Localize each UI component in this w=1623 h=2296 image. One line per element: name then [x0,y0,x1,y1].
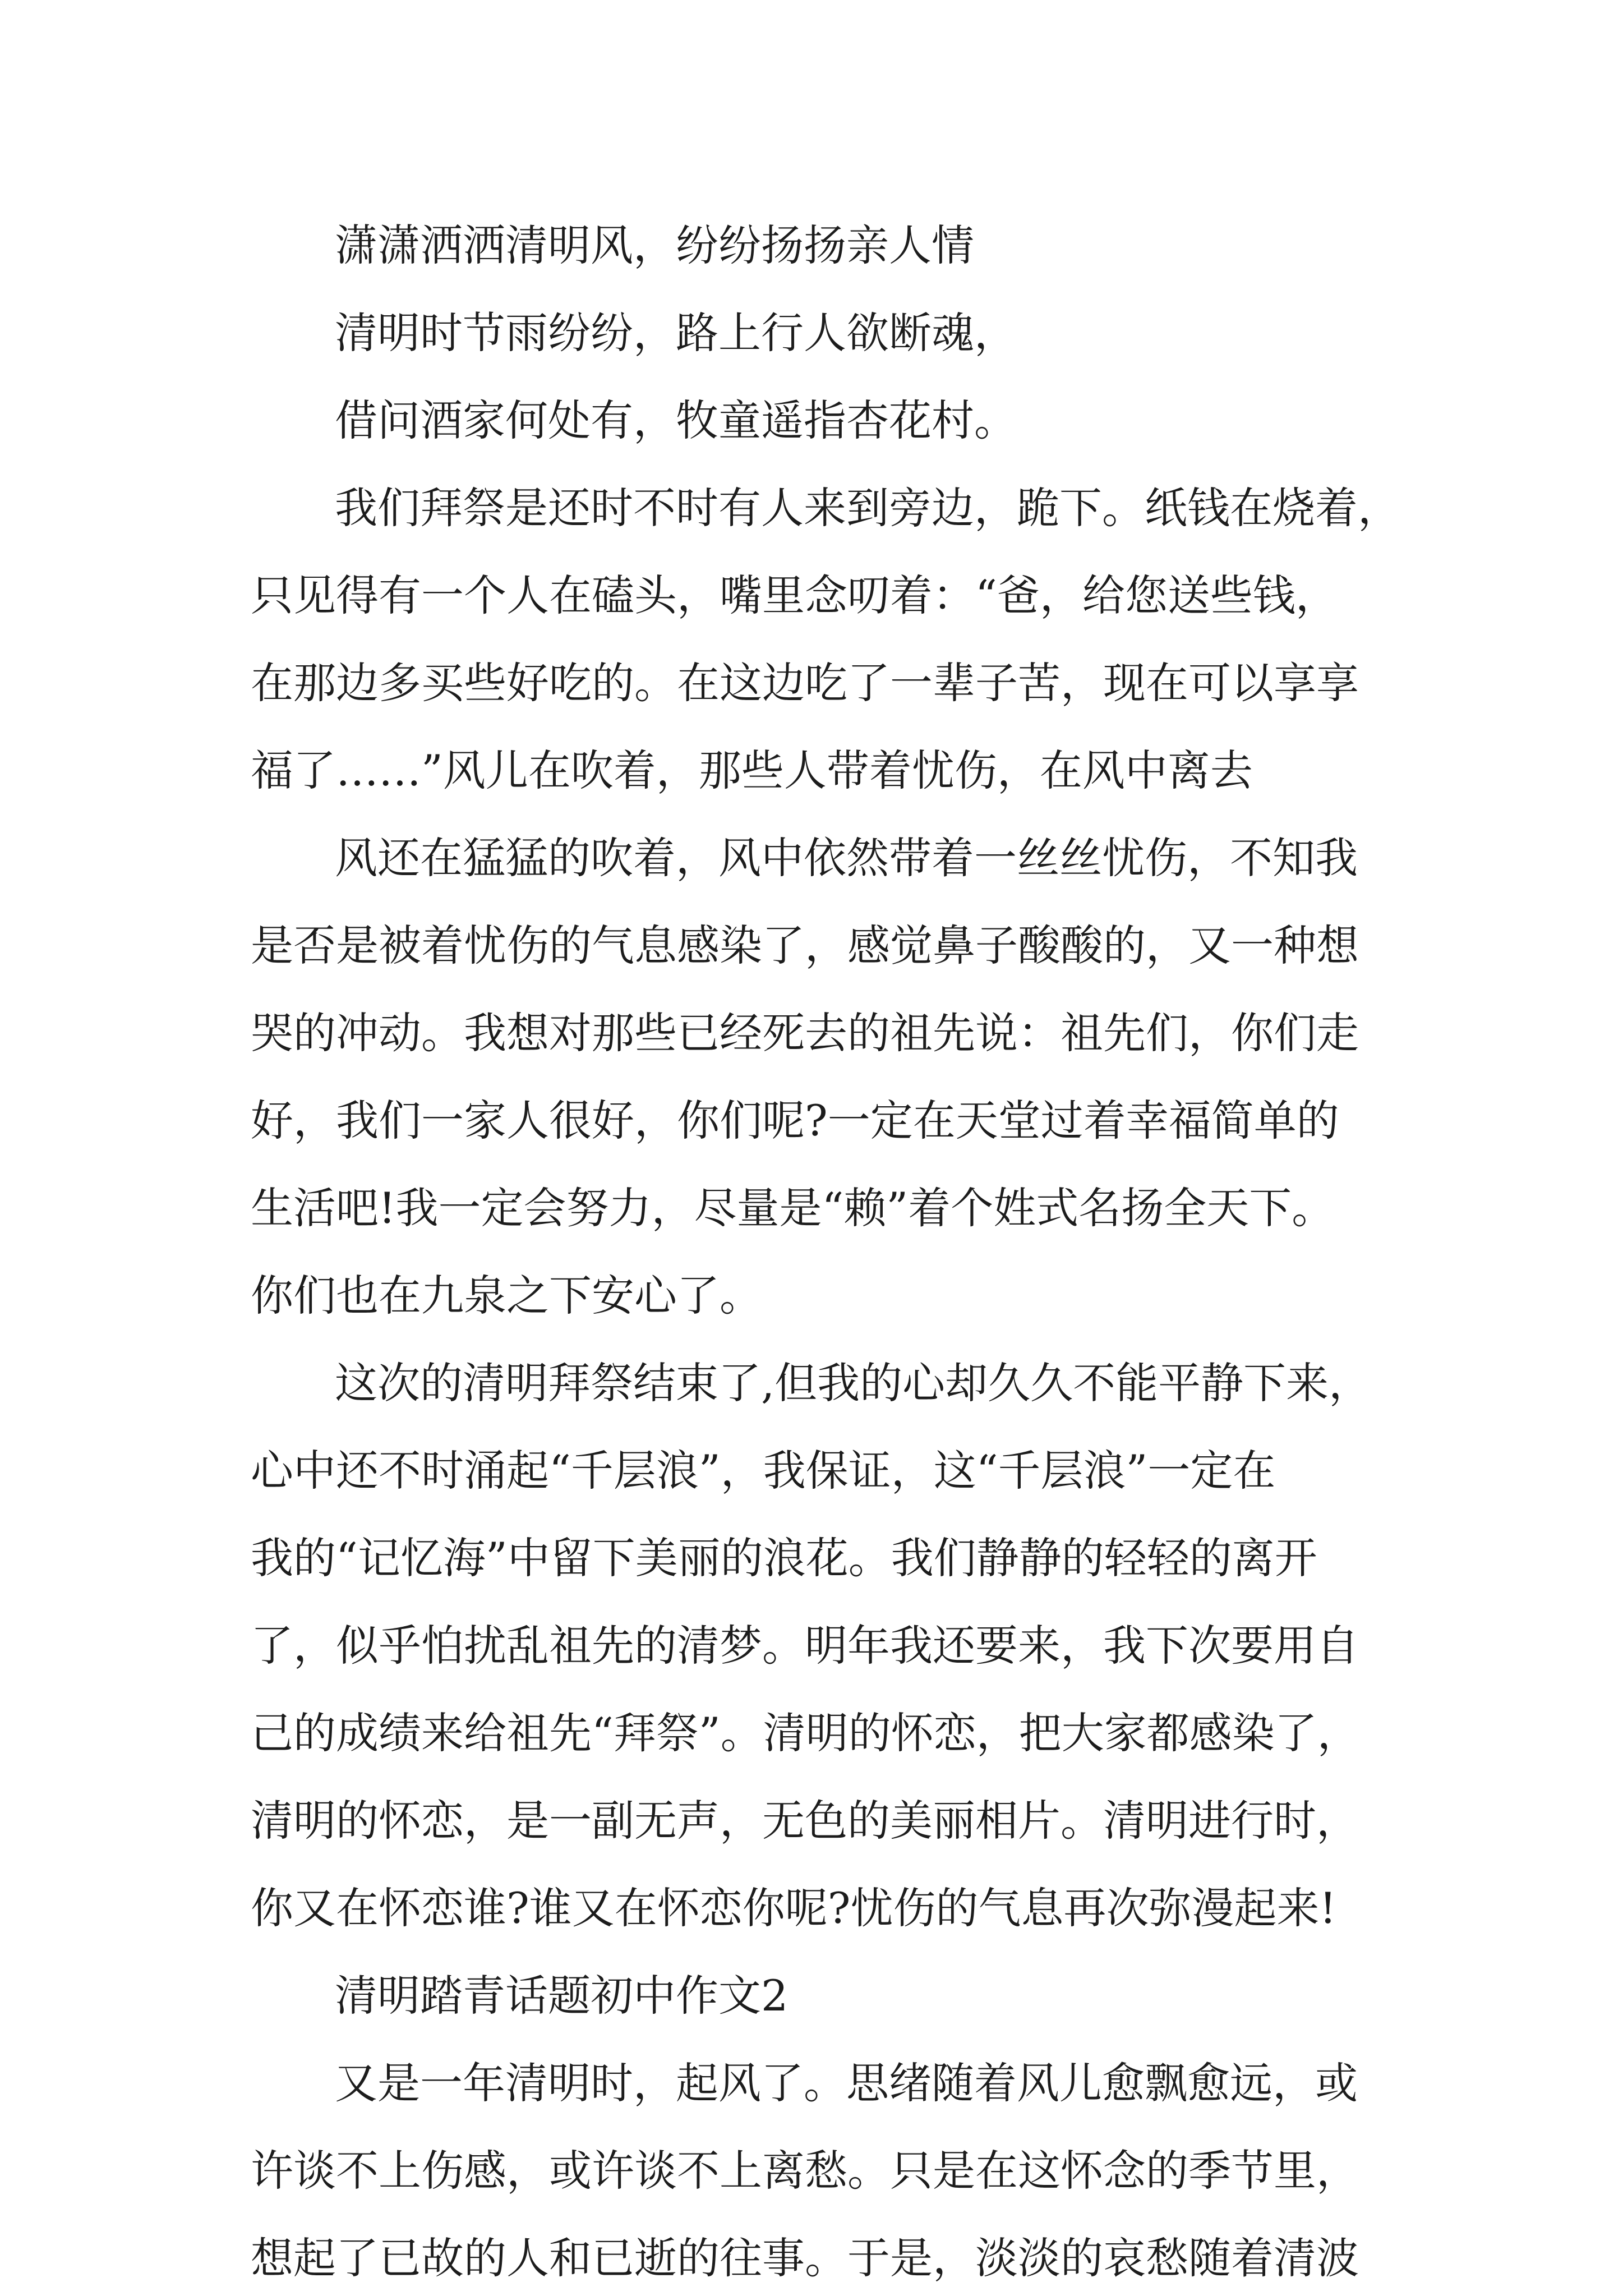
section-heading: 清明踏青话题初中作文2 [335,1971,789,2021]
paragraph-line: 好，我们一家人很好，你们呢?一定在天堂过着幸福简单的 [251,1096,1339,1145]
poem-line: 借问酒家何处有，牧童遥指杏花村。 [335,395,1017,445]
paragraph-line: 我们拜祭是还时不时有人来到旁边，跪下。纸钱在烧着， [335,483,1400,533]
paragraph-line: 生活吧!我一定会努力，尽量是“赖”着个姓式名扬全天下。 [251,1183,1335,1233]
paragraph-line: 福了……”风儿在吹着，那些人带着忧伤，在风中离去 [251,746,1253,795]
poem-line: 潇潇洒洒清明风，纷纷扬扬亲人情 [335,220,974,270]
paragraph-line: 许谈不上伤感，或许谈不上离愁。只是在这怀念的季节里， [251,2146,1359,2196]
paragraph-line: 己的成绩来给祖先“拜祭”。清明的怀恋，把大家都感染了， [251,1708,1360,1758]
paragraph-line: 风还在猛猛的吹着，风中依然带着一丝丝忧伤，不知我 [335,833,1358,883]
paragraph-line: 这次的清明拜祭结束了,但我的心却久久不能平静下来， [335,1358,1372,1408]
paragraph-line: 是否是被着忧伤的气息感染了，感觉鼻子酸酸的，又一种想 [251,921,1359,970]
paragraph-line: 你又在怀恋谁?谁又在怀恋你呢?忧伤的气息再次弥漫起来! [251,1883,1337,1933]
paragraph-line: 只见得有一个人在磕头，嘴里念叨着：“爸，给您送些钱， [251,570,1338,620]
paragraph-line: 心中还不时涌起“千层浪”，我保证，这“千层浪”一定在 [251,1446,1276,1496]
paragraph-line: 在那边多买些好吃的。在这边吃了一辈子苦，现在可以享享 [251,658,1359,708]
paragraph-line: 哭的冲动。我想对那些已经死去的祖先说：祖先们，你们走 [251,1008,1359,1058]
paragraph-line: 我的“记忆海”中留下美丽的浪花。我们静静的轻轻的离开 [251,1533,1317,1583]
paragraph-line: 又是一年清明时，起风了。思绪随着风儿愈飘愈远，或 [335,2058,1358,2108]
paragraph-line: 清明的怀恋，是一副无声，无色的美丽相片。清明进行时， [251,1796,1359,1846]
poem-line: 清明时节雨纷纷，路上行人欲断魂， [335,308,1017,358]
paragraph-line: 想起了已故的人和已逝的往事。于是，淡淡的哀愁随着清波 [251,2233,1359,2283]
paragraph-line: 你们也在九泉之下安心了。 [251,1271,762,1320]
paragraph-line: 了，似乎怕扰乱祖先的清梦。明年我还要来，我下次要用自 [251,1621,1359,1671]
